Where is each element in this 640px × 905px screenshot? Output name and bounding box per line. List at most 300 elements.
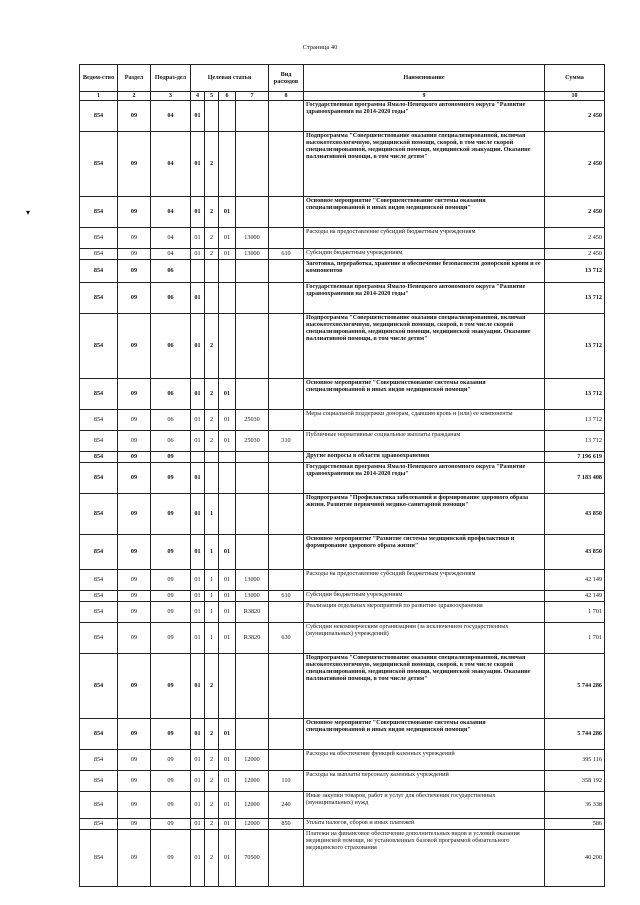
subsection-code: 09 [151, 623, 191, 654]
exp-type-code [269, 283, 304, 314]
event-code [219, 654, 236, 719]
column-number: 9 [304, 92, 545, 101]
item-sum: 5 744 286 [545, 654, 605, 719]
exp-type-code [269, 494, 304, 535]
subprogram-code: 2 [205, 719, 219, 750]
item-name: Расходы на предоставление субсидий бюджетным учреждениям [304, 570, 545, 591]
section-code: 09 [118, 623, 151, 654]
subsection-code: 09 [151, 819, 191, 830]
item-name: Реализация отдельных мероприятий по развитию здравоохранения [304, 602, 545, 623]
item-name: Субсидии бюджетным учреждениям [304, 591, 545, 602]
subsection-code: 09 [151, 654, 191, 719]
dept-code: 854 [80, 623, 118, 654]
item-name: Государственная программа Ямало-Ненецкого автономного округа "Развитие здравоохранения на 2014-2020 годы" [304, 101, 545, 132]
exp-type-code: 610 [269, 249, 304, 260]
dept-code: 854 [80, 771, 118, 792]
item-sum: 358 192 [545, 771, 605, 792]
program-code: 01 [191, 750, 205, 771]
program-code: 01 [191, 410, 205, 431]
event-code: 01 [219, 771, 236, 792]
exp-type-code [269, 570, 304, 591]
section-code: 09 [118, 260, 151, 283]
item-name: Расходы на обеспечение функций казенных учреждений [304, 750, 545, 771]
item-code: 12000 [236, 792, 269, 819]
subprogram-code [205, 260, 219, 283]
item-code [236, 101, 269, 132]
subsection-code: 09 [151, 494, 191, 535]
program-code: 01 [191, 830, 205, 887]
section-code: 09 [118, 570, 151, 591]
item-sum: 586 [545, 819, 605, 830]
col-dept: Ведом-ство [80, 65, 118, 92]
section-code: 09 [118, 228, 151, 249]
item-code: 13000 [236, 570, 269, 591]
subprogram-code [205, 283, 219, 314]
table-row [80, 249, 605, 260]
item-code [236, 132, 269, 197]
event-code [219, 452, 236, 463]
exp-type-code [269, 452, 304, 463]
program-code: 01 [191, 197, 205, 228]
column-number: 4 [191, 92, 205, 101]
subprogram-code: 1 [205, 535, 219, 570]
table-row [80, 283, 605, 314]
item-name: Основное мероприятие "Совершенствование системы оказания специализированной и иных видов медицинской помощи" [304, 719, 545, 750]
table-row [80, 623, 605, 654]
subsection-code: 06 [151, 283, 191, 314]
section-code: 09 [118, 452, 151, 463]
section-code: 09 [118, 830, 151, 887]
subsection-code: 09 [151, 452, 191, 463]
budget-table [79, 64, 605, 887]
table-row [80, 101, 605, 132]
item-name: Публичные нормативные социальные выплаты гражданам [304, 431, 545, 452]
subprogram-code: 2 [205, 771, 219, 792]
column-number: 6 [219, 92, 236, 101]
subprogram-code: 1 [205, 602, 219, 623]
col-name: Наименование [304, 65, 545, 92]
column-number: 3 [151, 92, 191, 101]
exp-type-code [269, 654, 304, 719]
table-row [80, 654, 605, 719]
dept-code: 854 [80, 431, 118, 452]
item-code: 25030 [236, 431, 269, 452]
subprogram-code: 1 [205, 623, 219, 654]
item-sum: 40 200 [545, 830, 605, 887]
event-code: 01 [219, 431, 236, 452]
dept-code: 854 [80, 379, 118, 410]
table-row [80, 602, 605, 623]
section-code: 09 [118, 410, 151, 431]
section-code: 09 [118, 132, 151, 197]
program-code: 01 [191, 314, 205, 379]
subsection-code: 09 [151, 463, 191, 494]
program-code: 01 [191, 379, 205, 410]
program-code: 01 [191, 591, 205, 602]
dept-code: 854 [80, 591, 118, 602]
item-name: Другие вопросы в области здравоохранения [304, 452, 545, 463]
subsection-code: 06 [151, 410, 191, 431]
item-code: R3820 [236, 602, 269, 623]
event-code: 01 [219, 602, 236, 623]
item-sum: 13 712 [545, 410, 605, 431]
exp-type-code [269, 314, 304, 379]
column-numbers-row [80, 92, 605, 101]
subsection-code: 09 [151, 750, 191, 771]
item-code [236, 452, 269, 463]
event-code: 01 [219, 379, 236, 410]
item-code [236, 379, 269, 410]
dept-code: 854 [80, 101, 118, 132]
table-row [80, 132, 605, 197]
subprogram-code: 1 [205, 494, 219, 535]
subprogram-code [205, 101, 219, 132]
table-row [80, 463, 605, 494]
dept-code: 854 [80, 410, 118, 431]
section-code: 09 [118, 602, 151, 623]
item-sum: 1 701 [545, 602, 605, 623]
item-sum: 13 712 [545, 260, 605, 283]
section-code: 09 [118, 591, 151, 602]
table-row [80, 750, 605, 771]
dept-code: 854 [80, 535, 118, 570]
subprogram-code: 2 [205, 654, 219, 719]
subsection-code: 09 [151, 719, 191, 750]
item-name: Основное мероприятие "Совершенствование системы оказания специализированной и иных видов медицинской помощи" [304, 197, 545, 228]
col-exp-type: Вид расходов [269, 65, 304, 92]
subsection-code: 09 [151, 591, 191, 602]
subsection-code: 04 [151, 197, 191, 228]
item-code [236, 654, 269, 719]
subprogram-code: 2 [205, 750, 219, 771]
exp-type-code [269, 410, 304, 431]
subprogram-code: 2 [205, 197, 219, 228]
item-name: Расходы на выплаты персоналу казенных учреждений [304, 771, 545, 792]
subprogram-code [205, 452, 219, 463]
subprogram-code: 2 [205, 249, 219, 260]
dept-code: 854 [80, 719, 118, 750]
col-target: Целевая статья [191, 65, 269, 92]
event-code: 01 [219, 228, 236, 249]
subsection-code: 09 [151, 602, 191, 623]
item-code [236, 260, 269, 283]
dept-code: 854 [80, 249, 118, 260]
exp-type-code: 610 [269, 591, 304, 602]
event-code: 01 [219, 819, 236, 830]
exp-type-code: 850 [269, 819, 304, 830]
dept-code: 854 [80, 228, 118, 249]
exp-type-code [269, 197, 304, 228]
item-code [236, 494, 269, 535]
table-body [80, 101, 605, 887]
program-code: 01 [191, 602, 205, 623]
exp-type-code [269, 228, 304, 249]
item-sum: 5 744 286 [545, 719, 605, 750]
page-header: Страница 40 [302, 44, 338, 51]
dept-code: 854 [80, 283, 118, 314]
subprogram-code: 2 [205, 830, 219, 887]
dept-code: 854 [80, 132, 118, 197]
event-code: 01 [219, 792, 236, 819]
table-row [80, 228, 605, 249]
item-code [236, 283, 269, 314]
item-name: Субсидии бюджетным учреждениям [304, 249, 545, 260]
item-sum: 7 183 408 [545, 463, 605, 494]
event-code: 01 [219, 591, 236, 602]
section-code: 09 [118, 249, 151, 260]
item-sum: 2 450 [545, 228, 605, 249]
column-number: 8 [269, 92, 304, 101]
item-name: Расходы на предоставление субсидий бюджетным учреждениям [304, 228, 545, 249]
event-code [219, 132, 236, 197]
section-code: 09 [118, 535, 151, 570]
item-sum: 36 338 [545, 792, 605, 819]
item-name: Основное мероприятие "Совершенствование системы оказания специализированной и иных видов медицинской помощи" [304, 379, 545, 410]
section-code: 09 [118, 719, 151, 750]
exp-type-code: 110 [269, 771, 304, 792]
subsection-code: 06 [151, 431, 191, 452]
item-code [236, 535, 269, 570]
subsection-code: 06 [151, 260, 191, 283]
column-number: 10 [545, 92, 605, 101]
subprogram-code: 2 [205, 410, 219, 431]
section-code: 09 [118, 431, 151, 452]
item-code: 12000 [236, 750, 269, 771]
dept-code: 854 [80, 750, 118, 771]
dept-code: 854 [80, 819, 118, 830]
column-number: 1 [80, 92, 118, 101]
section-code: 09 [118, 463, 151, 494]
subprogram-code: 1 [205, 591, 219, 602]
event-code: 01 [219, 249, 236, 260]
column-number: 2 [118, 92, 151, 101]
program-code: 01 [191, 623, 205, 654]
table-row [80, 379, 605, 410]
section-code: 09 [118, 197, 151, 228]
dept-code: 854 [80, 602, 118, 623]
item-code [236, 314, 269, 379]
event-code: 01 [219, 570, 236, 591]
item-sum: 13 712 [545, 379, 605, 410]
subsection-code: 09 [151, 570, 191, 591]
table-header [80, 65, 605, 92]
dept-code: 854 [80, 314, 118, 379]
event-code: 01 [219, 410, 236, 431]
item-name: Уплата налогов, сборов и иных платежей [304, 819, 545, 830]
exp-type-code: 240 [269, 792, 304, 819]
item-name: Государственная программа Ямало-Ненецкого автономного округа "Развитие здравоохранения на 2014-2020 годы" [304, 463, 545, 494]
item-code: 12000 [236, 771, 269, 792]
subsection-code: 09 [151, 792, 191, 819]
table-row [80, 494, 605, 535]
col-section: Раздел [118, 65, 151, 92]
table-row [80, 260, 605, 283]
section-code: 09 [118, 283, 151, 314]
program-code: 01 [191, 654, 205, 719]
section-code: 09 [118, 101, 151, 132]
table-row [80, 535, 605, 570]
subsection-code: 09 [151, 535, 191, 570]
table-row [80, 792, 605, 819]
item-name: Субсидии некоммерческим организациям (за исключением государственных (муниципальных) учреждений) [304, 623, 545, 654]
exp-type-code [269, 132, 304, 197]
item-sum: 1 701 [545, 623, 605, 654]
item-name: Подпрограмма "Совершенствование оказания специализированной, включая высокотехнологичную, медицинской помощи, скорой, в том числе скорой специализированной, медицинской помощи, медицинской эвакуации. Оказание паллиативной помощи, в том числе детям" [304, 132, 545, 197]
event-code [219, 101, 236, 132]
item-code [236, 197, 269, 228]
subsection-code: 06 [151, 314, 191, 379]
subsection-code: 06 [151, 379, 191, 410]
item-name: Подпрограмма "Совершенствование оказания специализированной, включая высокотехнологичную, медицинской помощи, скорой, в том числе скорой специализированной, медицинской помощи, медицинской эвакуации. Оказание паллиативной помощи, в том числе детям" [304, 314, 545, 379]
item-code: 70500 [236, 830, 269, 887]
subprogram-code: 2 [205, 379, 219, 410]
item-sum: 43 850 [545, 535, 605, 570]
item-name: Государственная программа Ямало-Ненецкого автономного округа "Развитие здравоохранения на 2014-2020 годы" [304, 283, 545, 314]
subprogram-code: 2 [205, 132, 219, 197]
subprogram-code: 2 [205, 819, 219, 830]
item-sum: 2 450 [545, 101, 605, 132]
table-row [80, 570, 605, 591]
subprogram-code: 1 [205, 570, 219, 591]
item-code [236, 463, 269, 494]
exp-type-code [269, 750, 304, 771]
exp-type-code [269, 463, 304, 494]
section-code: 09 [118, 750, 151, 771]
table-row [80, 410, 605, 431]
section-code: 09 [118, 494, 151, 535]
subprogram-code: 2 [205, 228, 219, 249]
dept-code: 854 [80, 463, 118, 494]
margin-mark: ▾ [26, 208, 31, 217]
exp-type-code [269, 260, 304, 283]
item-sum: 42 149 [545, 570, 605, 591]
item-sum: 2 450 [545, 197, 605, 228]
program-code: 01 [191, 570, 205, 591]
subsection-code: 04 [151, 249, 191, 260]
dept-code: 854 [80, 570, 118, 591]
subsection-code: 09 [151, 771, 191, 792]
program-code: 01 [191, 132, 205, 197]
section-code: 09 [118, 792, 151, 819]
event-code: 01 [219, 535, 236, 570]
table-row [80, 819, 605, 830]
item-sum: 2 450 [545, 249, 605, 260]
item-code: 12000 [236, 819, 269, 830]
section-code: 09 [118, 379, 151, 410]
program-code: 01 [191, 494, 205, 535]
section-code: 09 [118, 771, 151, 792]
exp-type-code: 310 [269, 431, 304, 452]
item-name: Заготовка, переработка, хранение и обеспечение безопасности донорской крови и ее компонентов [304, 260, 545, 283]
item-name: Основное мероприятие "Развитие системы медицинской профилактики и формирование здорового образа жизни" [304, 535, 545, 570]
table-row [80, 771, 605, 792]
item-sum: 7 196 619 [545, 452, 605, 463]
program-code [191, 260, 205, 283]
event-code [219, 494, 236, 535]
program-code: 01 [191, 228, 205, 249]
section-code: 09 [118, 654, 151, 719]
subprogram-code: 2 [205, 431, 219, 452]
event-code: 01 [219, 623, 236, 654]
dept-code: 854 [80, 792, 118, 819]
event-code: 01 [219, 830, 236, 887]
item-code: 13000 [236, 249, 269, 260]
dept-code: 854 [80, 654, 118, 719]
item-name: Иные закупки товаров, работ и услуг для обеспечения государственных (муниципальных) нужд [304, 792, 545, 819]
event-code [219, 283, 236, 314]
exp-type-code [269, 719, 304, 750]
subsection-code: 04 [151, 101, 191, 132]
event-code: 01 [219, 197, 236, 228]
item-code [236, 719, 269, 750]
column-number: 7 [236, 92, 269, 101]
event-code [219, 463, 236, 494]
item-sum: 13 712 [545, 431, 605, 452]
table-row [80, 431, 605, 452]
subsection-code: 04 [151, 228, 191, 249]
section-code: 09 [118, 819, 151, 830]
exp-type-code: 630 [269, 623, 304, 654]
table-row [80, 719, 605, 750]
dept-code: 854 [80, 260, 118, 283]
program-code: 01 [191, 101, 205, 132]
item-sum: 43 850 [545, 494, 605, 535]
item-name: Подпрограмма "Совершенствование оказания специализированной, включая высокотехнологичную, медицинской помощи, скорой, в том числе скорой специализированной, медицинской помощи, медицинской эвакуации. Оказание паллиативной помощи, в том числе детям" [304, 654, 545, 719]
subprogram-code: 2 [205, 792, 219, 819]
program-code: 01 [191, 463, 205, 494]
column-number: 5 [205, 92, 219, 101]
item-sum: 395 116 [545, 750, 605, 771]
dept-code: 854 [80, 494, 118, 535]
item-code: 25030 [236, 410, 269, 431]
exp-type-code [269, 602, 304, 623]
col-sum: Сумма [545, 65, 605, 92]
subsection-code: 09 [151, 830, 191, 887]
table-row [80, 314, 605, 379]
program-code [191, 452, 205, 463]
subprogram-code [205, 463, 219, 494]
program-code: 01 [191, 719, 205, 750]
exp-type-code [269, 830, 304, 887]
program-code: 01 [191, 249, 205, 260]
program-code: 01 [191, 792, 205, 819]
item-sum: 13 712 [545, 314, 605, 379]
program-code: 01 [191, 431, 205, 452]
dept-code: 854 [80, 197, 118, 228]
item-code: R3820 [236, 623, 269, 654]
item-name: Меры социальной поддержки донорам, сдавшим кровь и (или) ее компоненты [304, 410, 545, 431]
section-code: 09 [118, 314, 151, 379]
event-code [219, 314, 236, 379]
dept-code: 854 [80, 830, 118, 887]
program-code: 01 [191, 283, 205, 314]
table-row [80, 452, 605, 463]
table-row [80, 197, 605, 228]
table-row [80, 830, 605, 887]
item-name: Подпрограмма "Профилактика заболеваний и формирование здорового образа жизни. Развитие первичной медико-санитарной помощи" [304, 494, 545, 535]
table-row [80, 591, 605, 602]
subprogram-code: 2 [205, 314, 219, 379]
dept-code: 854 [80, 452, 118, 463]
event-code: 01 [219, 750, 236, 771]
program-code: 01 [191, 819, 205, 830]
item-sum: 13 712 [545, 283, 605, 314]
col-subsection: Подраз-дел [151, 65, 191, 92]
exp-type-code [269, 101, 304, 132]
event-code [219, 260, 236, 283]
item-code: 13000 [236, 228, 269, 249]
exp-type-code [269, 535, 304, 570]
